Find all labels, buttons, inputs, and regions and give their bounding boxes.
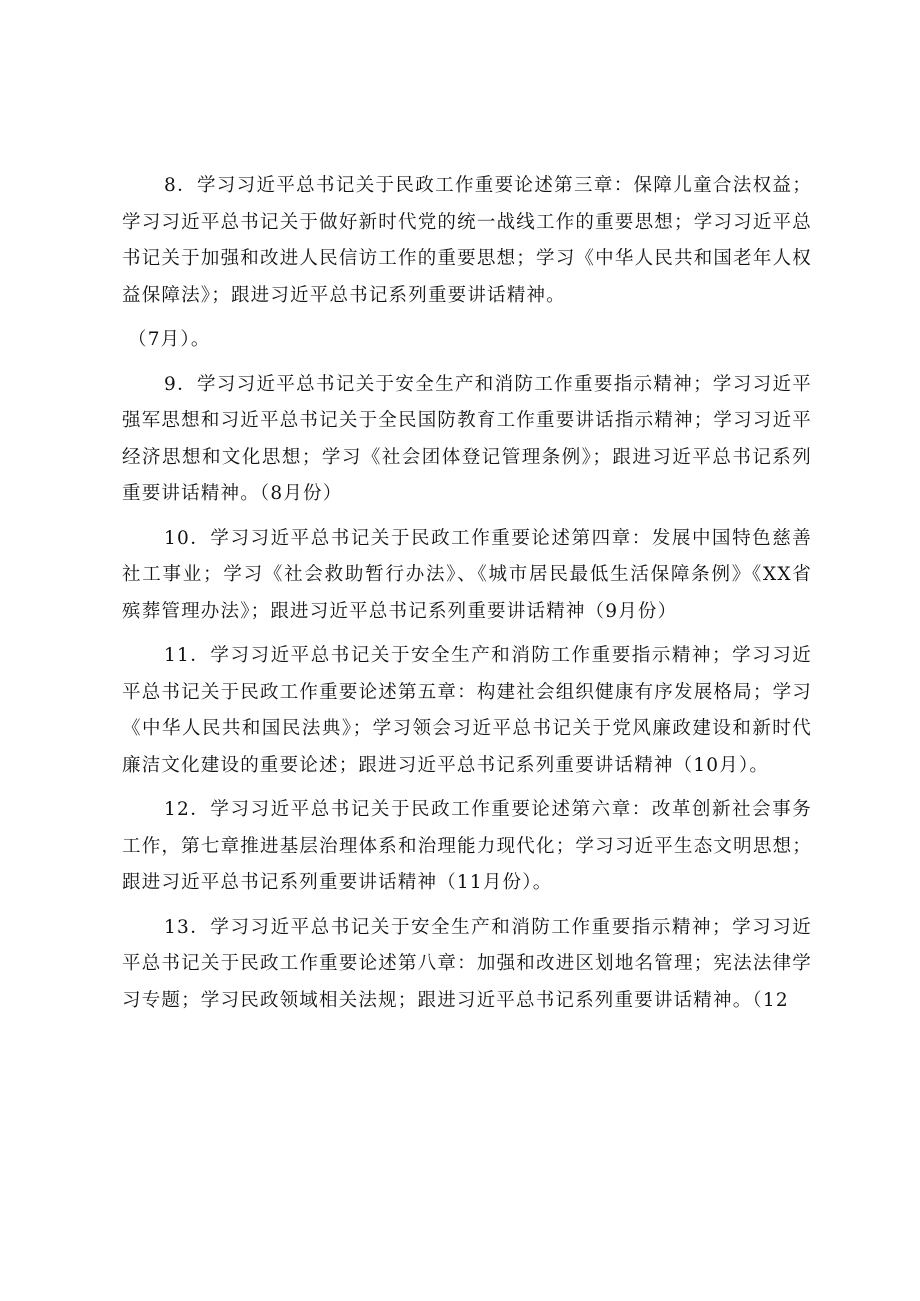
paragraph-item-10: 10．学习习近平总书记关于民政工作重要论述第四章：发展中国特色慈善社工事业；学习《社会救助暂行办法》、《城市居民最低生活保障条例》《XX省殡葬管理办法》；跟进习近平总书记系列重要讲话精神（9月份） bbox=[122, 527, 812, 622]
paragraph-item-13: 13．学习习近平总书记关于安全生产和消防工作重要指示精神；学习习近平总书记关于民政工作重要论述第八章：加强和改进区划地名管理；宪法法律学习专题；学习民政领域相关法规；跟进习近平总书记系列重要讲话精神。（12 bbox=[122, 916, 812, 1011]
paragraph-item-11: 11．学习习近平总书记关于安全生产和消防工作重要指示精神；学习习近平总书记关于民政工作重要论述第五章：构建社会组织健康有序发展格局；学习《中华人民共和国民法典》；学习领会习近平总书记关于党风廉政建设和新时代廉洁文化建设的重要论述；跟进习近平总书记系列重要讲话精神（10月）。 bbox=[122, 645, 812, 776]
paragraph-item-8: 8．学习习近平总书记关于民政工作重要论述第三章：保障儿童合法权益；学习习近平总书记关于做好新时代党的统一战线工作的重要思想；学习习近平总书记关于加强和改进人民信访工作的重要思想；学习《中华人民共和国老年人权益保障法》；跟进习近平总书记系列重要讲话精神。 bbox=[122, 175, 812, 306]
paragraph-item-9: 9．学习习近平总书记关于安全生产和消防工作重要指示精神；学习习近平强军思想和习近平总书记关于全民国防教育工作重要讲话指示精神；学习习近平经济思想和文化思想；学习《社会团体登记管理条例》；跟进习近平总书记系列重要讲话精神。（8月份） bbox=[122, 373, 812, 504]
document-body bbox=[122, 168, 812, 1027]
paragraph-item-12: 12．学习习近平总书记关于民政工作重要论述第六章：改革创新社会事务工作，第七章推进基层治理体系和治理能力现代化；学习习近平生态文明思想；跟进习近平总书记系列重要讲话精神（11月份）。 bbox=[122, 799, 812, 893]
paragraph-month-july: （7月）。 bbox=[128, 329, 211, 350]
